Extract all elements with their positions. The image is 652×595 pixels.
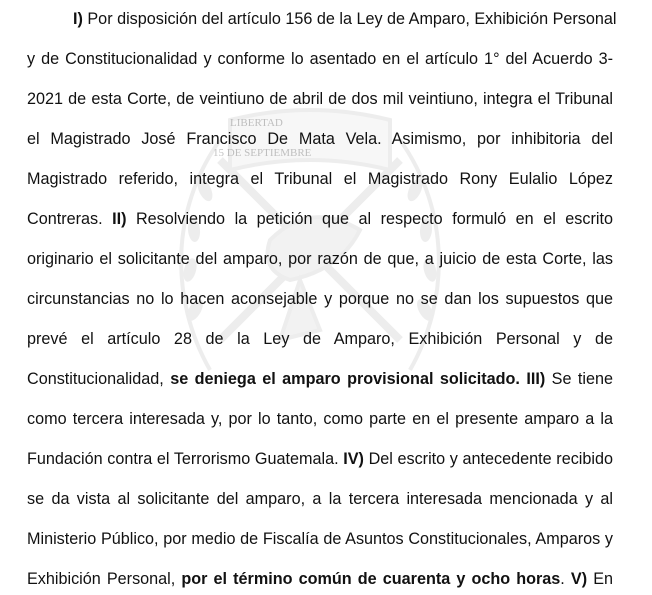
paragraph-line	[27, 568, 613, 590]
paragraph-line	[27, 448, 613, 470]
bold-text-run: se deniega el amparo provisional solicitado. III)	[170, 370, 546, 388]
paragraph-line	[27, 128, 613, 150]
paragraph-line	[27, 288, 613, 310]
paragraph-line	[27, 528, 613, 550]
bold-text-run: I)	[73, 10, 83, 28]
text-run: y de Constitucionalidad y conforme lo asentado en el artículo 1° del Acuerdo 3-	[27, 50, 613, 68]
text-run: Se tiene	[545, 370, 613, 388]
paragraph-line	[27, 88, 613, 110]
paragraph-line	[27, 408, 613, 430]
paragraph-line	[27, 8, 617, 30]
bold-text-run: V)	[570, 570, 588, 588]
text-run: Contreras.	[27, 210, 113, 228]
bold-text-run: IV)	[343, 450, 364, 468]
text-run: .	[560, 570, 571, 588]
paragraph-line	[27, 168, 613, 190]
bold-text-run: II)	[112, 210, 127, 228]
text-run: 2021 de esta Corte, de veintiuno de abril de dos mil veintiuno, integra el Tribunal	[27, 90, 613, 108]
watermark-text-top: LIBERTAD	[230, 117, 283, 129]
text-run: Exhibición Personal,	[27, 570, 182, 588]
text-run: Por disposición del artículo 156 de la Ley de Amparo, Exhibición Personal	[82, 10, 617, 28]
text-run: Fundación contra el Terrorismo Guatemala.	[27, 450, 344, 468]
text-run: Constitucionalidad,	[27, 370, 171, 388]
paragraph-line	[27, 48, 613, 70]
watermark-text-date: 15 DE SEPTIEMBRE	[213, 147, 312, 159]
paragraph-line	[27, 248, 613, 270]
text-run: Resolviendo la petición que al respecto formuló en el escrito	[126, 210, 613, 228]
text-run: En	[587, 570, 613, 588]
text-run: Del escrito y antecedente recibido	[363, 450, 613, 468]
text-run: Magistrado referido, integra el Tribunal el Magistrado Rony Eulalio López	[27, 170, 613, 188]
paragraph-line	[27, 488, 613, 510]
text-run: Ministerio Público, por medio de Fiscalía de Asuntos Constitucionales, Amparos y	[27, 530, 613, 548]
text-run: como tercera interesada y, por lo tanto, como parte en el presente amparo a la	[27, 410, 613, 428]
text-run: circunstancias no lo hacen aconsejable y porque no se dan los supuestos que	[27, 290, 613, 308]
bold-text-run: por el término común de cuarenta y ocho horas	[181, 570, 561, 588]
paragraph-line	[27, 328, 613, 350]
text-run: originario el solicitante del amparo, por razón de que, a juicio de esta Corte, las	[27, 250, 613, 268]
paragraph-line	[27, 368, 613, 390]
text-run: se da vista al solicitante del amparo, a la tercera interesada mencionada y al	[27, 490, 613, 508]
paragraph-line	[27, 208, 613, 230]
text-run: prevé el artículo 28 de la Ley de Amparo, Exhibición Personal y de	[27, 330, 613, 348]
text-run: el Magistrado José Francisco De Mata Vela. Asimismo, por inhibitoria del	[27, 130, 613, 148]
